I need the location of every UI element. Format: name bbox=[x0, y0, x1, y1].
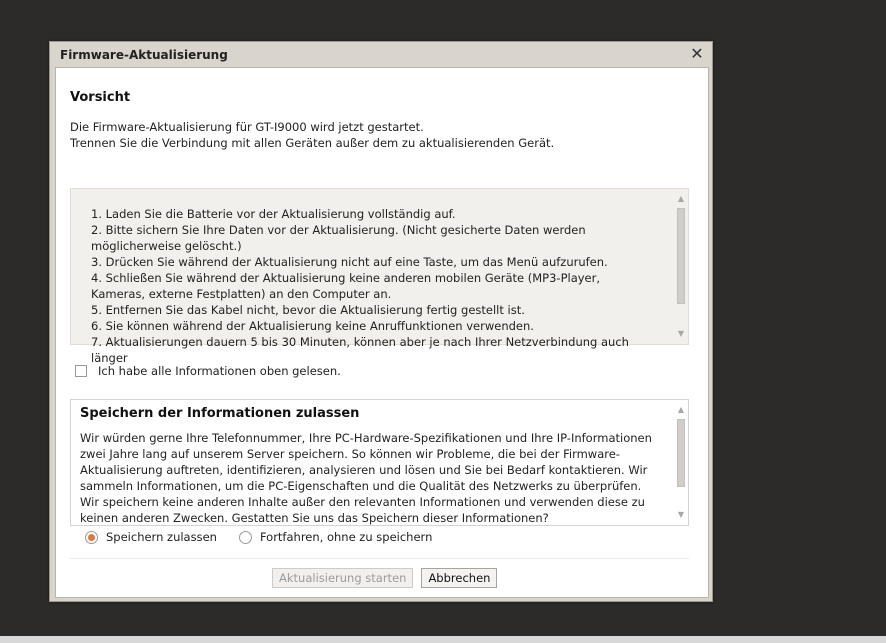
note-item: 6. Sie können während der Aktualisierung keine Anruffunktionen verwenden. bbox=[91, 319, 534, 333]
dialog-content bbox=[55, 67, 709, 598]
taskbar-strip bbox=[0, 636, 886, 643]
note-item: 7. Aktualisierungen dauern 5 bis 30 Minuten, können aber je nach Ihrer Netzverbindung auch länger bbox=[91, 335, 629, 365]
note-item: 4. Schließen Sie während der Aktualisierung keine anderen mobilen Geräte (MP3-Player, Kameras, externe Festplatten) an den Computer an. bbox=[91, 271, 601, 301]
notes-scroll-thumb[interactable] bbox=[677, 208, 685, 304]
allow-storage-radio[interactable] bbox=[85, 531, 98, 544]
start-update-button[interactable]: Aktualisierung starten bbox=[272, 568, 413, 588]
consent-scrollbar[interactable] bbox=[674, 400, 688, 525]
note-item: 2. Bitte sichern Sie Ihre Daten vor der Aktualisierung. (Nicht gesicherte Daten werden möglicherweise gelöscht.) bbox=[91, 223, 586, 253]
dialog-buttons bbox=[272, 568, 505, 589]
notes-list bbox=[91, 206, 657, 366]
intro-line: Die Firmware-Aktualisierung für GT-I9000 wird jetzt gestartet. bbox=[70, 120, 424, 134]
notes-panel[interactable] bbox=[70, 188, 689, 365]
notes-scrollbar[interactable] bbox=[674, 189, 688, 344]
divider bbox=[70, 558, 689, 559]
consent-scroll-thumb[interactable] bbox=[677, 419, 685, 487]
scroll-down-icon[interactable]: ▼ bbox=[677, 329, 685, 338]
continue-without-storage-label[interactable]: Fortfahren, ohne zu speichern bbox=[259, 530, 433, 544]
consent-options bbox=[85, 529, 454, 545]
close-icon[interactable]: ✕ bbox=[690, 44, 704, 63]
acknowledge-row[interactable] bbox=[75, 363, 341, 379]
consent-text: Wir würden gerne Ihre Telefonnummer, Ihre PC-Hardware-Spezifikationen und Ihre IP-Informationen zwei Jahre lang auf unserem Server speichern. So können wir Probleme, die bei der Firmware-Aktualisierung auftreten, identifizieren, analysieren und lösen und Sie bei Bedarf kontaktieren. Wir sammeln Informationen, um die PC-Eigenschaften und die Qualität des Netzwerks zu überprüfen. Wir speichern keine anderen Inhalte außer den relevanten Informationen und verwenden diese zu keinen anderen Zwecken. Gestatten Sie uns das Speichern dieser Informationen? bbox=[80, 431, 652, 525]
intro-line: Trennen Sie die Verbindung mit allen Geräten außer dem zu aktualisierenden Gerät. bbox=[70, 136, 555, 150]
acknowledge-label[interactable]: Ich habe alle Informationen oben gelesen. bbox=[98, 364, 341, 378]
consent-panel[interactable] bbox=[70, 399, 689, 526]
note-item: 3. Drücken Sie während der Aktualisierung nicht auf eine Taste, um das Menü aufzurufen. bbox=[91, 255, 608, 269]
acknowledge-checkbox[interactable] bbox=[75, 365, 87, 377]
cancel-button[interactable]: Abbrechen bbox=[421, 568, 497, 588]
warning-heading: Vorsicht bbox=[70, 90, 131, 105]
allow-storage-label[interactable]: Speichern zulassen bbox=[106, 530, 217, 544]
scroll-up-icon[interactable]: ▲ bbox=[677, 194, 685, 203]
note-item: 1. Laden Sie die Batterie vor der Aktualisierung vollständig auf. bbox=[91, 207, 456, 221]
scroll-down-icon[interactable]: ▼ bbox=[677, 510, 685, 519]
dialog-title: Firmware-Aktualisierung bbox=[60, 48, 228, 62]
note-item: 5. Entfernen Sie das Kabel nicht, bevor die Aktualisierung fertig gestellt ist. bbox=[91, 303, 525, 317]
dialog-titlebar bbox=[50, 42, 712, 67]
warning-intro bbox=[70, 119, 554, 151]
firmware-update-dialog bbox=[49, 41, 713, 602]
continue-without-storage-radio[interactable] bbox=[239, 531, 252, 544]
consent-title: Speichern der Informationen zulassen bbox=[80, 406, 360, 421]
scroll-up-icon[interactable]: ▲ bbox=[677, 405, 685, 414]
